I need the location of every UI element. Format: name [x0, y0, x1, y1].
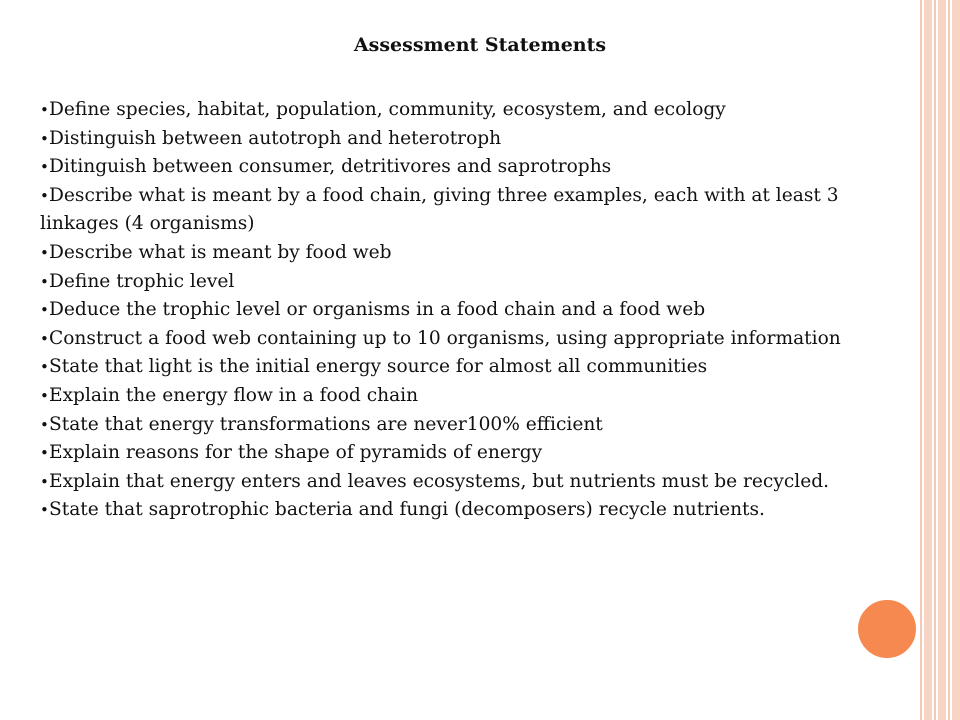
bullet-text: Construct a food web containing up to 10 organisms, using appropriate information — [49, 327, 841, 349]
bullet-text: Distinguish between autotroph and heterotroph — [49, 127, 502, 149]
bullet-item — [40, 125, 898, 154]
bullet-text: State that saprotrophic bacteria and fungi (decomposers) recycle nutrients. — [49, 499, 765, 521]
border-stripe — [938, 0, 946, 720]
bullet-item — [40, 96, 898, 125]
decorative-circle — [856, 598, 918, 660]
bullet-item — [40, 353, 898, 382]
bullet-text: Deduce the trophic level or organisms in a food chain and a food web — [49, 299, 706, 321]
bullet-text: State that light is the initial energy source for almost all communities — [49, 356, 708, 378]
bullet-item — [40, 153, 898, 182]
bullet-item — [40, 296, 898, 325]
border-stripe — [952, 0, 960, 720]
bullet-item — [40, 468, 898, 497]
bullet-item — [40, 325, 898, 354]
bullet-item — [40, 382, 898, 411]
bullet-text: Define trophic level — [49, 270, 235, 292]
border-stripe — [934, 0, 936, 720]
bullet-text: Explain the energy flow in a food chain — [49, 384, 419, 406]
bullet-list — [40, 96, 898, 525]
bullet-item — [40, 411, 898, 440]
slide-title: Assessment Statements — [353, 34, 607, 56]
bullet-text: Describe what is meant by a food chain, giving three examples, each with at least 3 linkages (4 organisms) — [40, 184, 839, 235]
bullet-item — [40, 268, 898, 297]
border-stripe — [948, 0, 950, 720]
bullet-text: Explain reasons for the shape of pyramids of energy — [49, 442, 543, 464]
bullet-item — [40, 496, 898, 525]
bullet-text: Describe what is meant by food web — [49, 241, 392, 263]
border-stripe — [920, 0, 922, 720]
bullet-text: Define species, habitat, population, community, ecosystem, and ecology — [49, 99, 726, 120]
bullet-text: State that energy transformations are never100% efficient — [49, 413, 603, 435]
bullet-item — [40, 239, 898, 268]
bullet-text: Ditinguish between consumer, detritivores and saprotrophs — [49, 156, 612, 178]
bullet-item — [40, 182, 898, 239]
bullet-item — [40, 439, 898, 468]
bullet-text: Explain that energy enters and leaves ecosystems, but nutrients must be recycled. — [49, 470, 830, 492]
border-stripe — [924, 0, 932, 720]
